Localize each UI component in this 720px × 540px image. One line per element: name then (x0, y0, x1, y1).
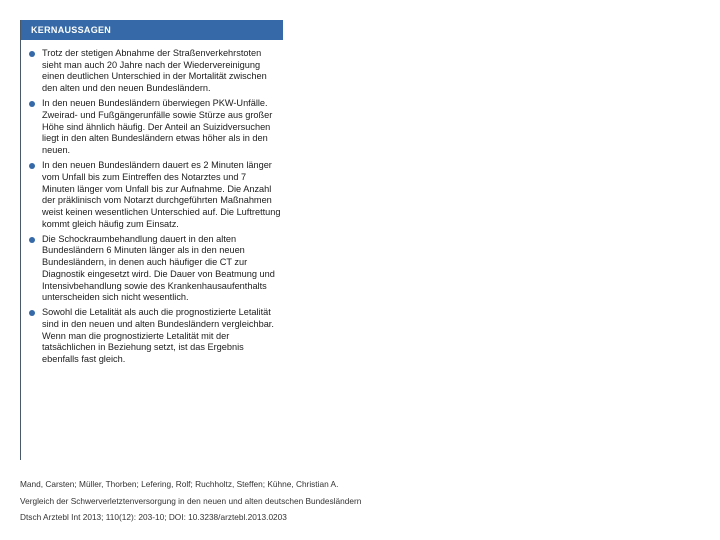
bullet-text: Sowohl die Letalität als auch die prognostizierte Letalität sind in den neuen und alten Bundesländern vergleichbar. Wenn man die prognostizierte Letalität mit der tatsächlichen in Beziehung setzt, ist das Ergebnis ebenfalls fast gleich. (42, 307, 274, 365)
bullet-dot-icon (29, 163, 35, 169)
box-header: KERNAUSSAGEN (21, 20, 283, 40)
citation-journal: Dtsch Arztebl Int 2013; 110(12): 203-10; DOI: 10.3238/arztebl.2013.0203 (20, 512, 287, 522)
bullet-list (21, 48, 283, 369)
bullet-text: In den neuen Bundesländern dauert es 2 Minuten länger vom Unfall bis zum Eintreffen des Notarztes und 7 Minuten länger vom Unfall bis zur Aufnahme. Die Anzahl der präklinisch vom Notarzt durchgeführten Maßnahmen weist keinen wesentlichen Unterschied auf. Die Luftrettung kommt gleich häufig zum Einsatz. (42, 160, 281, 229)
citation-authors: Mand, Carsten; Müller, Thorben; Lefering, Rolf; Ruchholtz, Steffen; Kühne, Christian A. (20, 479, 339, 489)
list-item (21, 307, 283, 366)
list-item (21, 98, 283, 157)
list-item (21, 160, 283, 230)
citation (20, 476, 700, 526)
bullet-text: Trotz der stetigen Abnahme der Straßenverkehrstoten sieht man auch 20 Jahre nach der Wiedervereinigung einen deutlichen Unterschied in der Mortalität zwischen den alten und den neuen Bundesländern. (42, 48, 267, 94)
bullet-dot-icon (29, 237, 35, 243)
list-item (21, 48, 283, 95)
bullet-dot-icon (29, 310, 35, 316)
citation-title: Vergleich der Schwerverletztenversorgung in den neuen und alten deutschen Bundesländern (20, 495, 362, 506)
bullet-dot-icon (29, 101, 35, 107)
bullet-dot-icon (29, 51, 35, 57)
bullet-text: In den neuen Bundesländern überwiegen PKW-Unfälle. Zweirad- und Fußgängerunfälle sowie Stürze aus großer Höhe sind ähnlich häufig. Der Anteil an Suizidversuchen liegt in den alten Bundesländern etwas höher als in den neuen. (42, 98, 273, 156)
bullet-text: Die Schockraumbehandlung dauert in den alten Bundesländern 6 Minuten länger als in den neuen Bundesländern, in denen auch häufiger die CT zur Diagnostik eingesetzt wird. Die Dauer von Beatmung und Intensivbehandlung sowie des Krankenhausaufenthalts unterscheiden sich nicht wesentlich. (42, 233, 275, 303)
key-statements-box (20, 20, 283, 460)
list-item (21, 234, 283, 304)
